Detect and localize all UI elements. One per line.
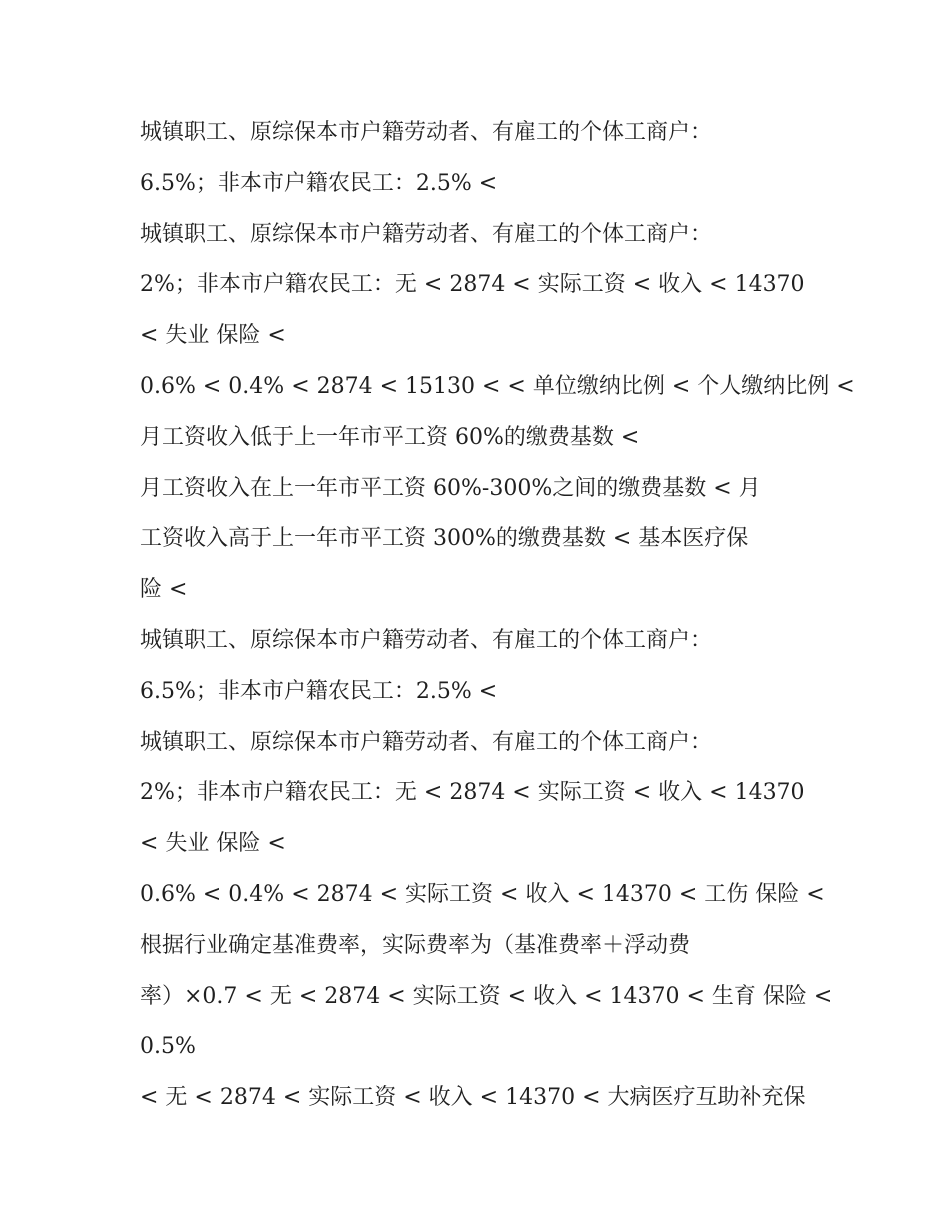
text-line: < 失业 保险 < xyxy=(140,831,286,857)
text-line: 月工资收入在上一年市平工资 60%-300%之间的缴费基数 < 月 xyxy=(140,475,761,501)
text-line: < 失业 保险 < xyxy=(140,323,286,349)
text-line: 险 < xyxy=(140,577,188,603)
document-body xyxy=(140,108,855,1124)
text-line: 城镇职工、原综保本市户籍劳动者、有雇工的个体工商户： xyxy=(140,221,713,247)
text-line: 率）×0.7 < 无 < 2874 < 实际工资 < 收入 < 14370 < 生育 保险 < xyxy=(140,983,833,1009)
text-line: 城镇职工、原综保本市户籍劳动者、有雇工的个体工商户： xyxy=(140,627,713,653)
text-line: 6.5%；非本市户籍农民工：2.5% < xyxy=(140,678,498,704)
text-line: 6.5%；非本市户籍农民工：2.5% < xyxy=(140,170,498,196)
text-line: 城镇职工、原综保本市户籍劳动者、有雇工的个体工商户： xyxy=(140,729,713,755)
text-line: 0.6% < 0.4% < 2874 < 15130 < < 单位缴纳比例 < 个人缴纳比例 < xyxy=(140,373,855,399)
text-line: < 无 < 2874 < 实际工资 < 收入 < 14370 < 大病医疗互助补充保 xyxy=(140,1085,806,1111)
text-line: 2%；非本市户籍农民工：无 < 2874 < 实际工资 < 收入 < 14370 xyxy=(140,780,805,806)
text-line: 0.6% < 0.4% < 2874 < 实际工资 < 收入 < 14370 < 工伤 保险 < xyxy=(140,881,825,907)
text-line: 根据行业确定基准费率，实际费率为（基准费率＋浮动费 xyxy=(140,932,691,958)
text-line: 0.5% xyxy=(140,1034,196,1060)
text-line: 工资收入高于上一年市平工资 300%的缴费基数 < 基本医疗保 xyxy=(140,526,749,552)
text-line: 月工资收入低于上一年市平工资 60%的缴费基数 < xyxy=(140,424,640,450)
text-line: 城镇职工、原综保本市户籍劳动者、有雇工的个体工商户： xyxy=(140,120,713,145)
text-line: 2%；非本市户籍农民工：无 < 2874 < 实际工资 < 收入 < 14370 xyxy=(140,272,805,298)
